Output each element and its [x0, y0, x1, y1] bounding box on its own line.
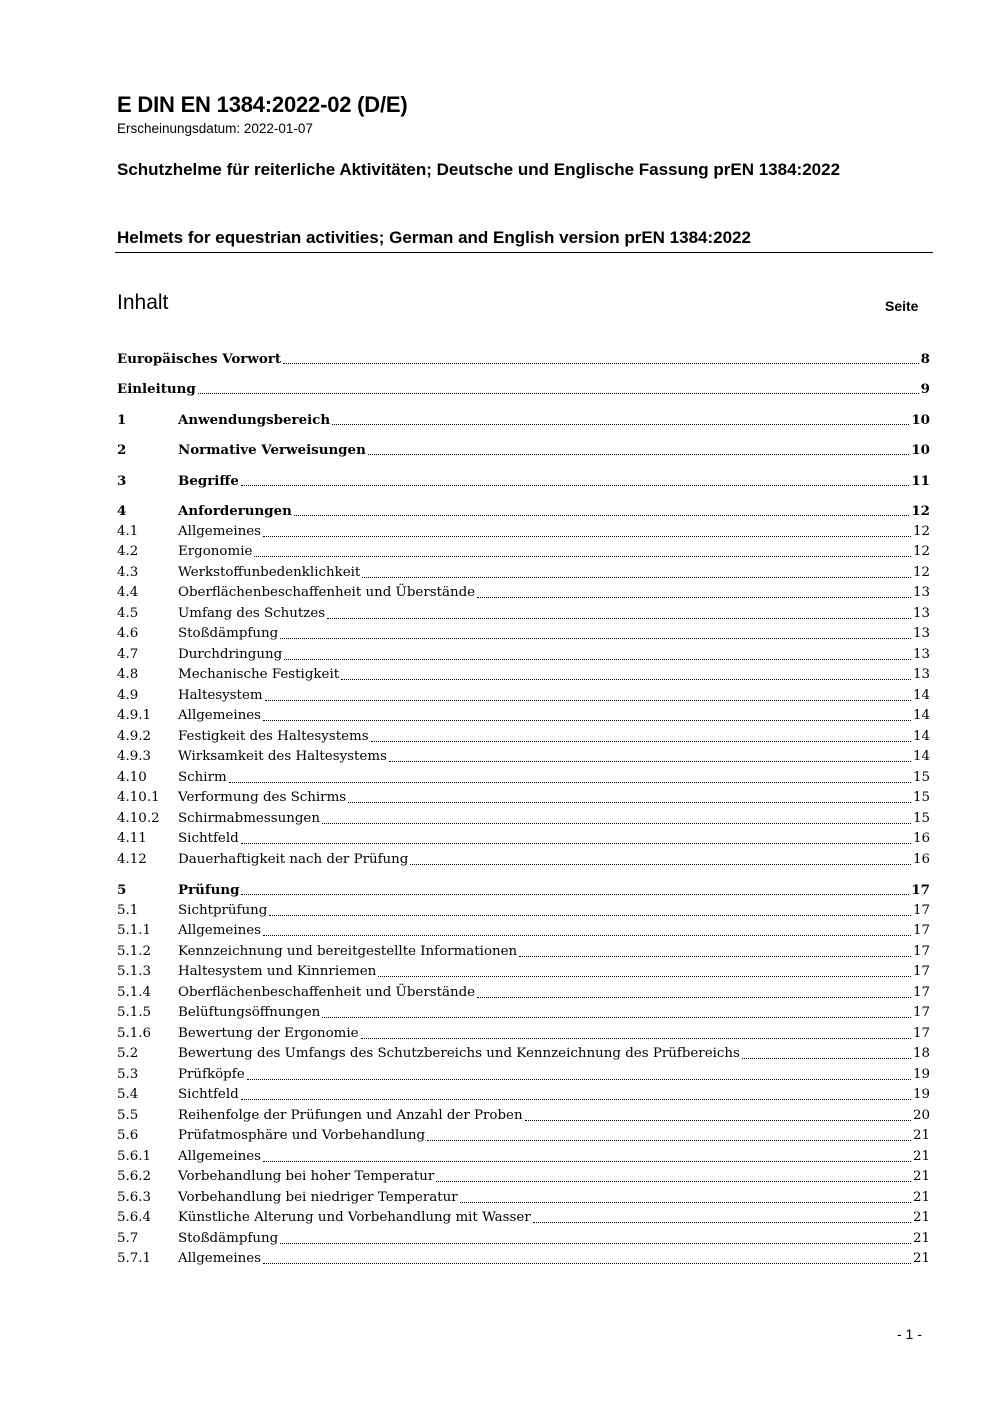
toc-entry-number: 4.9 — [117, 687, 139, 703]
toc-entry[interactable] — [117, 1024, 930, 1044]
toc-dot-leader — [263, 1160, 911, 1162]
toc-entry[interactable] — [117, 727, 930, 747]
toc-entry-title: Werkstoffunbedenklichkeit — [178, 564, 361, 580]
toc-entry-page: 10 — [911, 442, 930, 458]
toc-entry[interactable] — [117, 604, 930, 624]
toc-entry-title: Schirmabmessungen — [178, 810, 320, 826]
toc-entry-title: Allgemeines — [178, 1148, 262, 1164]
toc-entry[interactable] — [117, 850, 930, 870]
toc-entry-number: 5.6.2 — [117, 1169, 152, 1184]
toc-dot-leader — [254, 555, 911, 557]
toc-heading: Inhalt — [117, 291, 169, 314]
toc-entry-number: 4.5 — [117, 605, 139, 621]
toc-entry-page: 10 — [911, 412, 930, 428]
toc-entry-title: Europäisches Vorwort — [117, 351, 282, 367]
toc-entry[interactable] — [117, 665, 930, 685]
toc-entry-title: Belüftungsöffnungen — [178, 1005, 321, 1020]
toc-entry[interactable] — [117, 809, 930, 829]
toc-dot-leader — [322, 822, 911, 824]
toc-entry[interactable] — [117, 686, 930, 706]
toc-entry-number: 4.12 — [117, 851, 147, 867]
toc-entry-title: Prüfköpfe — [178, 1066, 245, 1082]
toc-entry-page: 21 — [912, 1189, 930, 1205]
toc-entry[interactable] — [117, 1249, 930, 1269]
toc-entry-title: Sichtprüfung — [178, 902, 268, 918]
toc-entry-page: 14 — [912, 749, 930, 764]
toc-entry-number: 5.1 — [117, 902, 139, 918]
toc-entry[interactable] — [117, 983, 930, 1003]
toc-entry-number: 5.1.2 — [117, 943, 152, 959]
toc-entry-page: 15 — [912, 810, 930, 826]
toc-entry-number: 4.10.2 — [117, 810, 160, 826]
toc-entry[interactable] — [117, 379, 930, 399]
toc-entry-page: 14 — [912, 708, 930, 723]
toc-entry-page: 12 — [912, 544, 930, 559]
toc-entry-title: Mechanische Festigkeit — [178, 667, 340, 682]
toc-dot-leader — [477, 596, 911, 598]
toc-entry[interactable] — [117, 349, 930, 369]
toc-entry[interactable] — [117, 1147, 930, 1167]
toc-entry[interactable] — [117, 645, 930, 665]
toc-entry-title: Prüfung — [178, 882, 240, 898]
toc-entry-number: 5.5 — [117, 1107, 139, 1123]
toc-entry-title: Stoßdämpfung — [178, 1230, 279, 1246]
toc-entry[interactable] — [117, 1208, 930, 1228]
toc-dot-leader — [533, 1221, 911, 1223]
toc-dot-leader — [229, 781, 911, 783]
toc-page-column-label: Seite — [885, 298, 919, 314]
toc-entry-number: 5.7.1 — [117, 1251, 152, 1266]
toc-dot-leader — [362, 576, 911, 578]
toc-dot-leader — [294, 514, 909, 516]
toc-entry-title: Normative Verweisungen — [178, 442, 366, 458]
toc-entry-page: 12 — [912, 523, 930, 539]
toc-dot-leader — [427, 1139, 911, 1141]
toc-entry-page: 12 — [912, 564, 930, 580]
toc-entry-number: 5.6.1 — [117, 1148, 152, 1164]
toc-dot-leader — [263, 719, 911, 721]
toc-dot-leader — [280, 637, 911, 639]
toc-dot-leader — [263, 1262, 911, 1264]
toc-entry-title: Allgemeines — [178, 708, 262, 723]
toc-entry-title: Anforderungen — [178, 503, 292, 519]
toc-entry-page: 15 — [912, 769, 930, 785]
toc-entry[interactable] — [117, 563, 930, 583]
toc-entry-title: Bewertung des Umfangs des Schutzbereichs und Kennzeichnung des Prüfbereichs — [178, 1046, 740, 1061]
toc-dot-leader — [519, 955, 911, 957]
toc-entry-page: 13 — [912, 646, 930, 662]
toc-dot-leader — [525, 1119, 911, 1121]
toc-entry-page: 17 — [912, 923, 930, 938]
toc-entry-number: 5.6.4 — [117, 1210, 152, 1225]
toc-dot-leader — [742, 1057, 911, 1059]
toc-entry-page: 12 — [911, 503, 930, 519]
toc-entry-title: Festigkeit des Haltesystems — [178, 728, 369, 744]
toc-entry-title: Umfang des Schutzes — [178, 605, 326, 621]
toc-entry-title: Einleitung — [117, 381, 196, 397]
toc-entry-title: Ergonomie — [178, 544, 253, 559]
toc-dot-leader — [332, 423, 909, 425]
toc-entry-title: Allgemeines — [178, 523, 262, 539]
toc-entry-title: Vorbehandlung bei niedriger Temperatur — [178, 1189, 458, 1205]
toc-dot-leader — [284, 658, 911, 660]
toc-dot-leader — [263, 535, 911, 537]
toc-dot-leader — [241, 1098, 911, 1100]
toc-dot-leader — [361, 1037, 911, 1039]
toc-entry[interactable] — [117, 829, 930, 849]
toc-entry-page: 11 — [911, 473, 930, 489]
toc-entry-page: 21 — [912, 1148, 930, 1164]
toc-dot-leader — [247, 1078, 911, 1080]
toc-entry-page: 21 — [912, 1210, 930, 1225]
toc-dot-leader — [241, 484, 910, 486]
toc-entry[interactable] — [117, 501, 930, 521]
toc-entry-title: Oberflächenbeschaffenheit und Überstände — [178, 585, 476, 600]
toc-entry-title: Bewertung der Ergonomie — [178, 1025, 359, 1041]
toc-entry[interactable] — [117, 1065, 930, 1085]
toc-entry-number: 5.1.5 — [117, 1005, 152, 1020]
toc-entry-number: 1 — [117, 412, 127, 428]
toc-dot-leader — [341, 678, 911, 680]
toc-entry-title: Stoßdämpfung — [178, 626, 279, 641]
toc-entry-page: 13 — [912, 605, 930, 621]
toc-entry-page: 17 — [912, 1025, 930, 1041]
toc-entry-number: 4.8 — [117, 667, 139, 682]
toc-entry-number: 4.9.2 — [117, 728, 152, 744]
toc-entry-page: 13 — [912, 667, 930, 682]
toc-entry-page: 19 — [912, 1066, 930, 1082]
toc-entry[interactable] — [117, 942, 930, 962]
toc-entry-title: Haltesystem und Kinnriemen — [178, 964, 377, 979]
toc-entry-number: 4.10.1 — [117, 790, 160, 805]
toc-entry-number: 4.3 — [117, 564, 139, 580]
toc-entry-page: 15 — [912, 790, 930, 805]
toc-entry[interactable] — [117, 788, 930, 808]
toc-dot-leader — [460, 1201, 911, 1203]
toc-dot-leader — [283, 362, 919, 364]
toc-entry-number: 4.10 — [117, 769, 147, 785]
toc-entry-page: 21 — [912, 1128, 930, 1143]
toc-entry-page: 13 — [912, 585, 930, 600]
toc-entry-title: Verformung des Schirms — [178, 790, 347, 805]
toc-entry-title: Vorbehandlung bei hoher Temperatur — [178, 1169, 435, 1184]
toc-entry-number: 5 — [117, 882, 127, 898]
toc-entry-title: Dauerhaftigkeit nach der Prüfung — [178, 851, 409, 867]
toc-entry-number: 5.2 — [117, 1046, 139, 1061]
toc-entry-title: Künstliche Alterung und Vorbehandlung mit Wasser — [178, 1210, 531, 1225]
toc-entry-page: 14 — [912, 728, 930, 744]
toc-entry-page: 21 — [912, 1169, 930, 1184]
toc-entry-page: 17 — [912, 943, 930, 959]
toc-entry-number: 4.2 — [117, 544, 139, 559]
title-english: Helmets for equestrian activities; German and English version prEN 1384:2022 — [117, 228, 751, 247]
toc-entry[interactable] — [117, 921, 930, 941]
toc-entry-number: 5.4 — [117, 1087, 139, 1102]
toc-entry-number: 4.1 — [117, 523, 139, 539]
toc-entry[interactable] — [117, 440, 930, 460]
toc-entry-page: 16 — [912, 831, 930, 846]
toc-entry-title: Schirm — [178, 769, 227, 785]
toc-entry[interactable] — [117, 1167, 930, 1187]
document-number: E DIN EN 1384:2022-02 (D/E) — [117, 92, 408, 117]
toc-entry-number: 4.4 — [117, 585, 139, 600]
toc-dot-leader — [241, 842, 911, 844]
toc-entry-page: 9 — [920, 381, 930, 397]
toc-entry-page: 17 — [912, 984, 930, 1000]
toc-dot-leader — [378, 975, 911, 977]
toc-entry-number: 4 — [117, 503, 127, 519]
toc-dot-leader — [280, 1242, 911, 1244]
toc-dot-leader — [265, 699, 911, 701]
toc-entry-title: Oberflächenbeschaffenheit und Überstände — [178, 984, 476, 1000]
toc-entry-title: Prüfatmosphäre und Vorbehandlung — [178, 1128, 426, 1143]
toc-entry-number: 4.6 — [117, 626, 139, 641]
toc-entry[interactable] — [117, 1044, 930, 1064]
toc-entry-number: 5.1.3 — [117, 964, 152, 979]
toc-entry-title: Begriffe — [178, 473, 239, 489]
toc-entry-number: 4.9.1 — [117, 708, 152, 723]
toc-entry-page: 17 — [912, 964, 930, 979]
toc-entry-title: Kennzeichnung und bereitgestellte Informationen — [178, 943, 518, 959]
toc-entry[interactable] — [117, 522, 930, 542]
toc-entry[interactable] — [117, 706, 930, 726]
toc-entry-title: Haltesystem — [178, 687, 263, 703]
toc-entry-number: 5.1.1 — [117, 923, 152, 938]
toc-dot-leader — [410, 863, 911, 865]
toc-entry-title: Allgemeines — [178, 923, 262, 938]
toc-entry-page: 17 — [911, 882, 930, 898]
footer-page-number: - 1 - — [897, 1326, 922, 1342]
toc-entry[interactable] — [117, 768, 930, 788]
toc-entry[interactable] — [117, 1003, 930, 1023]
toc-entry-title: Anwendungsbereich — [178, 412, 331, 428]
toc-entry-number: 2 — [117, 442, 127, 458]
toc-entry-title: Wirksamkeit des Haltesystems — [178, 749, 387, 764]
toc-entry-number: 4.9.3 — [117, 749, 152, 764]
toc-entry[interactable] — [117, 1085, 930, 1105]
toc-entry-title: Sichtfeld — [178, 1087, 239, 1102]
toc-entry-number: 3 — [117, 473, 127, 489]
toc-entry-page: 16 — [912, 851, 930, 867]
title-german: Schutzhelme für reiterliche Aktivitäten; Deutsche und Englische Fassung prEN 1384:2022 — [117, 160, 841, 179]
toc-entry[interactable] — [117, 471, 930, 491]
toc-entry-page: 21 — [912, 1251, 930, 1266]
toc-entry[interactable] — [117, 1126, 930, 1146]
toc-entry[interactable] — [117, 962, 930, 982]
toc-entry[interactable] — [117, 1229, 930, 1249]
toc-entry-number: 5.1.6 — [117, 1025, 152, 1041]
toc-dot-leader — [368, 453, 910, 455]
toc-entry-number: 5.6.3 — [117, 1189, 152, 1205]
toc-dot-leader — [327, 617, 911, 619]
toc-dot-leader — [322, 1016, 911, 1018]
toc-entry[interactable] — [117, 583, 930, 603]
toc-entry-page: 18 — [912, 1046, 930, 1061]
toc-dot-leader — [348, 801, 911, 803]
toc-entry-number: 5.3 — [117, 1066, 139, 1082]
toc-entry-page: 21 — [912, 1230, 930, 1246]
toc-dot-leader — [263, 934, 911, 936]
toc-entry[interactable] — [117, 624, 930, 644]
toc-entry-title: Reihenfolge der Prüfungen und Anzahl der Proben — [178, 1107, 523, 1123]
toc-entry[interactable] — [117, 880, 930, 900]
toc-entry[interactable] — [117, 901, 930, 921]
toc-dot-leader — [269, 914, 911, 916]
toc-entry-title: Durchdringung — [178, 646, 283, 662]
toc-entry-number: 5.6 — [117, 1128, 139, 1143]
toc-dot-leader — [389, 760, 911, 762]
toc-entry[interactable] — [117, 542, 930, 562]
toc-entry[interactable] — [117, 1106, 930, 1126]
toc-entry-number: 4.11 — [117, 831, 147, 846]
toc-entry-page: 13 — [912, 626, 930, 641]
toc-entry-title: Sichtfeld — [178, 831, 239, 846]
toc-entry[interactable] — [117, 410, 930, 430]
toc-entry-page: 17 — [912, 1005, 930, 1020]
publication-date: Erscheinungsdatum: 2022-01-07 — [117, 121, 313, 136]
toc-dot-leader — [241, 893, 909, 895]
toc-entry-number: 4.7 — [117, 646, 139, 662]
toc-entry-number: 5.7 — [117, 1230, 139, 1246]
toc-entry-title: Allgemeines — [178, 1251, 262, 1266]
toc-entry-page: 19 — [912, 1087, 930, 1102]
toc-entry[interactable] — [117, 747, 930, 767]
toc-dot-leader — [371, 740, 911, 742]
toc-entry-number: 5.1.4 — [117, 984, 152, 1000]
toc-entry-page: 17 — [912, 902, 930, 918]
toc-entry-page: 8 — [920, 351, 930, 367]
toc-entry[interactable] — [117, 1188, 930, 1208]
toc-entry-page: 14 — [912, 687, 930, 703]
toc-dot-leader — [436, 1180, 911, 1182]
toc-dot-leader — [477, 996, 911, 998]
toc-dot-leader — [198, 392, 919, 394]
toc-entry-page: 20 — [912, 1107, 930, 1123]
